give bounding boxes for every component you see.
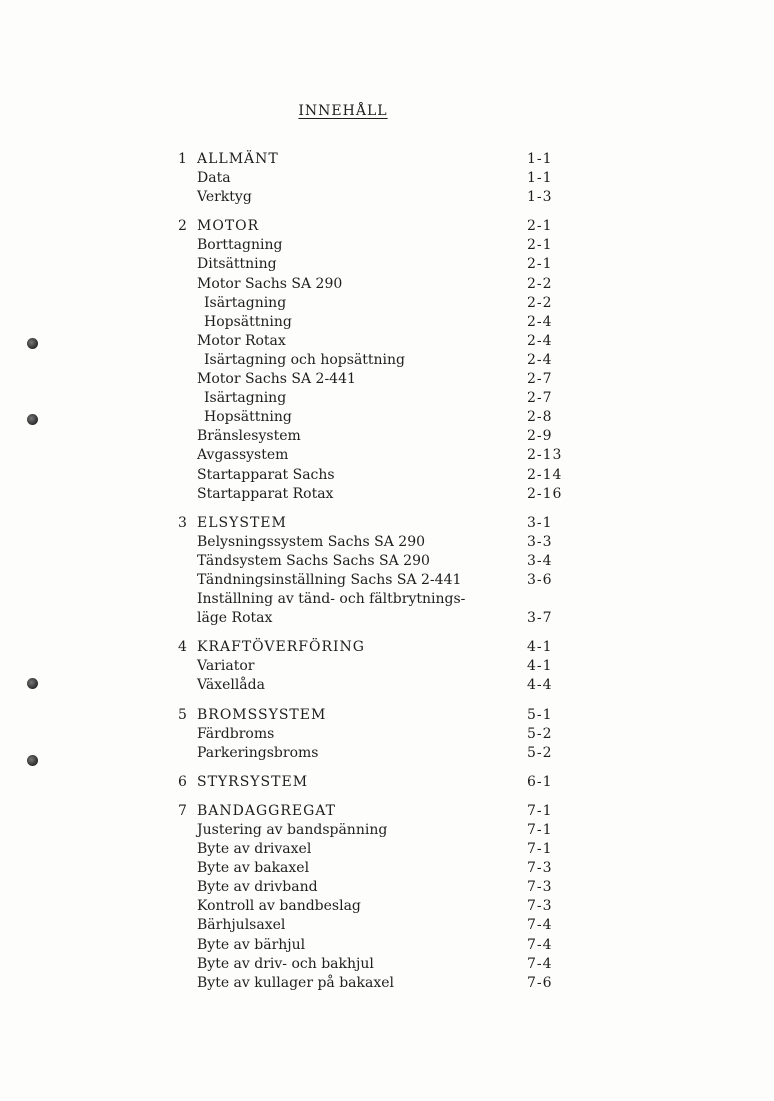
section-title: MOTOR: [197, 218, 260, 235]
toc-entry: [0, 821, 774, 840]
toc-section: [0, 706, 774, 763]
entry-label: Bränslesystem: [197, 428, 301, 445]
entry-label: Hopsättning: [204, 313, 292, 330]
toc-section: [0, 802, 774, 993]
entry-label: Borttagning: [197, 237, 283, 254]
entry-label: Byte av kullager på bakaxel: [197, 974, 395, 991]
entry-label: Isärtagning: [204, 294, 287, 311]
toc-entry: [0, 236, 774, 255]
entry-page: 7-4: [527, 917, 553, 934]
entry-label: Variator: [197, 658, 255, 675]
toc-section: [0, 150, 774, 207]
entry-label: Kontroll av bandbeslag: [197, 898, 361, 915]
entry-page: 2-4: [527, 313, 553, 330]
entry-label: Isärtagning: [204, 390, 287, 407]
toc-entry: [0, 370, 774, 389]
toc-section-heading: [0, 802, 774, 821]
toc-entry: [0, 859, 774, 878]
toc-entry: [0, 294, 774, 313]
entry-page: 4-1: [527, 658, 553, 675]
entry-label: Verktyg: [197, 189, 252, 206]
toc-entry: [0, 255, 774, 274]
entry-page: 2-4: [527, 332, 553, 349]
entry-label: Byte av bakaxel: [197, 860, 310, 877]
toc-entry: [0, 533, 774, 552]
entry-label: Startapparat Rotax: [197, 485, 334, 502]
entry-page: 7-1: [527, 841, 553, 858]
entry-label: Motor Sachs SA 2-441: [197, 371, 356, 388]
toc-section: [0, 217, 774, 503]
toc-entry: [0, 188, 774, 207]
entry-label: Färdbroms: [197, 725, 275, 742]
entry-page: 2-1: [527, 237, 553, 254]
entry-page: 7-3: [527, 860, 553, 877]
section-page: 1-1: [527, 151, 553, 167]
section-page: 4-1: [527, 639, 553, 656]
entry-page: 2-9: [527, 428, 553, 445]
toc-section-heading: [0, 217, 774, 236]
section-title: KRAFTÖVERFÖRING: [197, 639, 365, 656]
section-page: 6-1: [527, 773, 553, 790]
toc-entry: [0, 427, 774, 446]
entry-label: Justering av bandspänning: [197, 822, 388, 838]
toc-entry: [0, 446, 774, 465]
entry-page: 3-4: [527, 552, 553, 569]
toc-entry: [0, 897, 774, 916]
entry-label: Belysningssystem Sachs SA 290: [197, 533, 426, 550]
entry-label: Inställning av tänd- och fältbrytnings-: [197, 591, 466, 608]
entry-page: 3-3: [527, 533, 553, 550]
entry-label: Avgassystem: [197, 447, 289, 464]
entry-label: Ditsättning: [197, 256, 277, 273]
section-page: 7-1: [527, 802, 553, 819]
toc-entry: [0, 840, 774, 859]
section-number: 6: [178, 773, 187, 790]
toc-entry: [0, 676, 774, 695]
toc-entry: [0, 590, 774, 609]
section-number: 5: [178, 706, 187, 723]
toc-entry: [0, 744, 774, 763]
entry-label: Isärtagning och hopsättning: [204, 351, 406, 368]
entry-label: Byte av bärhjul: [197, 936, 306, 953]
section-number: 4: [178, 639, 187, 656]
entry-page: 7-3: [527, 879, 553, 896]
section-number: 1: [178, 151, 187, 167]
toc-section-heading: [0, 638, 774, 657]
entry-page: 2-16: [527, 485, 563, 502]
toc-section: [0, 514, 774, 629]
entry-page: 2-7: [527, 390, 553, 407]
entry-label: Byte av drivband: [197, 879, 318, 896]
entry-page: 3-7: [527, 610, 553, 627]
entry-page: 2-8: [527, 409, 553, 426]
entry-page: 7-4: [527, 955, 553, 972]
toc-entry: [0, 974, 774, 993]
toc-entry: [0, 408, 774, 427]
entry-label: Byte av drivaxel: [197, 841, 312, 858]
entry-label: Motor Sachs SA 290: [197, 275, 343, 292]
entry-label: Tändsystem Sachs Sachs SA 290: [197, 552, 430, 569]
entry-page: 2-1: [527, 256, 553, 273]
section-number: 2: [178, 218, 187, 235]
toc-entry: [0, 275, 774, 294]
entry-page: 2-7: [527, 371, 553, 388]
entry-page: 1-3: [527, 189, 553, 206]
section-title: BROMSSYSTEM: [197, 706, 327, 723]
toc-section: [0, 773, 774, 792]
entry-label: läge Rotax: [197, 610, 273, 627]
entry-page: 4-4: [527, 677, 553, 694]
toc-entry: [0, 878, 774, 897]
section-page: 2-1: [527, 218, 553, 235]
toc-section-heading: [0, 514, 774, 533]
toc-entry: [0, 916, 774, 935]
entry-page: 7-1: [527, 822, 553, 838]
toc-section: [0, 638, 774, 695]
entry-label: Data: [197, 170, 231, 187]
entry-page: 7-6: [527, 974, 553, 991]
toc-entry: [0, 351, 774, 370]
entry-page: 3-6: [527, 571, 553, 588]
entry-page: 7-4: [527, 936, 553, 953]
section-number: 3: [178, 514, 187, 531]
section-title: ALLMÄNT: [197, 151, 279, 167]
toc-section-heading: [0, 706, 774, 725]
section-page: 3-1: [527, 514, 553, 531]
page-title: INNEHÅLL: [298, 103, 388, 119]
toc-entry: [0, 313, 774, 332]
entry-page: 1-1: [527, 170, 553, 187]
entry-label: Bärhjulsaxel: [197, 917, 286, 934]
toc-entry: [0, 725, 774, 744]
section-page: 5-1: [527, 706, 553, 723]
section-title: BANDAGGREGAT: [197, 802, 336, 819]
toc-entry: [0, 571, 774, 590]
section-title: ELSYSTEM: [197, 514, 287, 531]
toc-entry: [0, 389, 774, 408]
entry-label: Parkeringsbroms: [197, 744, 319, 761]
table-of-contents: [0, 150, 774, 1003]
toc-entry: [0, 936, 774, 955]
toc-entry: [0, 169, 774, 188]
section-number: 7: [178, 802, 187, 819]
toc-section-heading: [0, 773, 774, 792]
toc-entry: [0, 609, 774, 628]
entry-page: 2-13: [527, 447, 563, 464]
entry-page: 2-2: [527, 275, 553, 292]
entry-label: Tändningsinställning Sachs SA 2-441: [197, 571, 462, 588]
entry-page: 2-4: [527, 351, 553, 368]
entry-label: Växellåda: [197, 677, 265, 694]
entry-page: 5-2: [527, 725, 553, 742]
toc-entry: [0, 485, 774, 504]
entry-page: 5-2: [527, 744, 553, 761]
toc-section-heading: [0, 150, 774, 169]
entry-page: 2-14: [527, 466, 563, 483]
toc-entry: [0, 657, 774, 676]
toc-entry: [0, 955, 774, 974]
entry-label: Motor Rotax: [197, 332, 286, 349]
toc-entry: [0, 332, 774, 351]
toc-entry: [0, 466, 774, 485]
entry-label: Hopsättning: [204, 409, 292, 426]
entry-page: 2-2: [527, 294, 553, 311]
entry-page: 7-3: [527, 898, 553, 915]
toc-entry: [0, 552, 774, 571]
section-title: STYRSYSTEM: [197, 773, 309, 790]
entry-label: Startapparat Sachs: [197, 466, 335, 483]
entry-label: Byte av driv- och bakhjul: [197, 955, 374, 972]
